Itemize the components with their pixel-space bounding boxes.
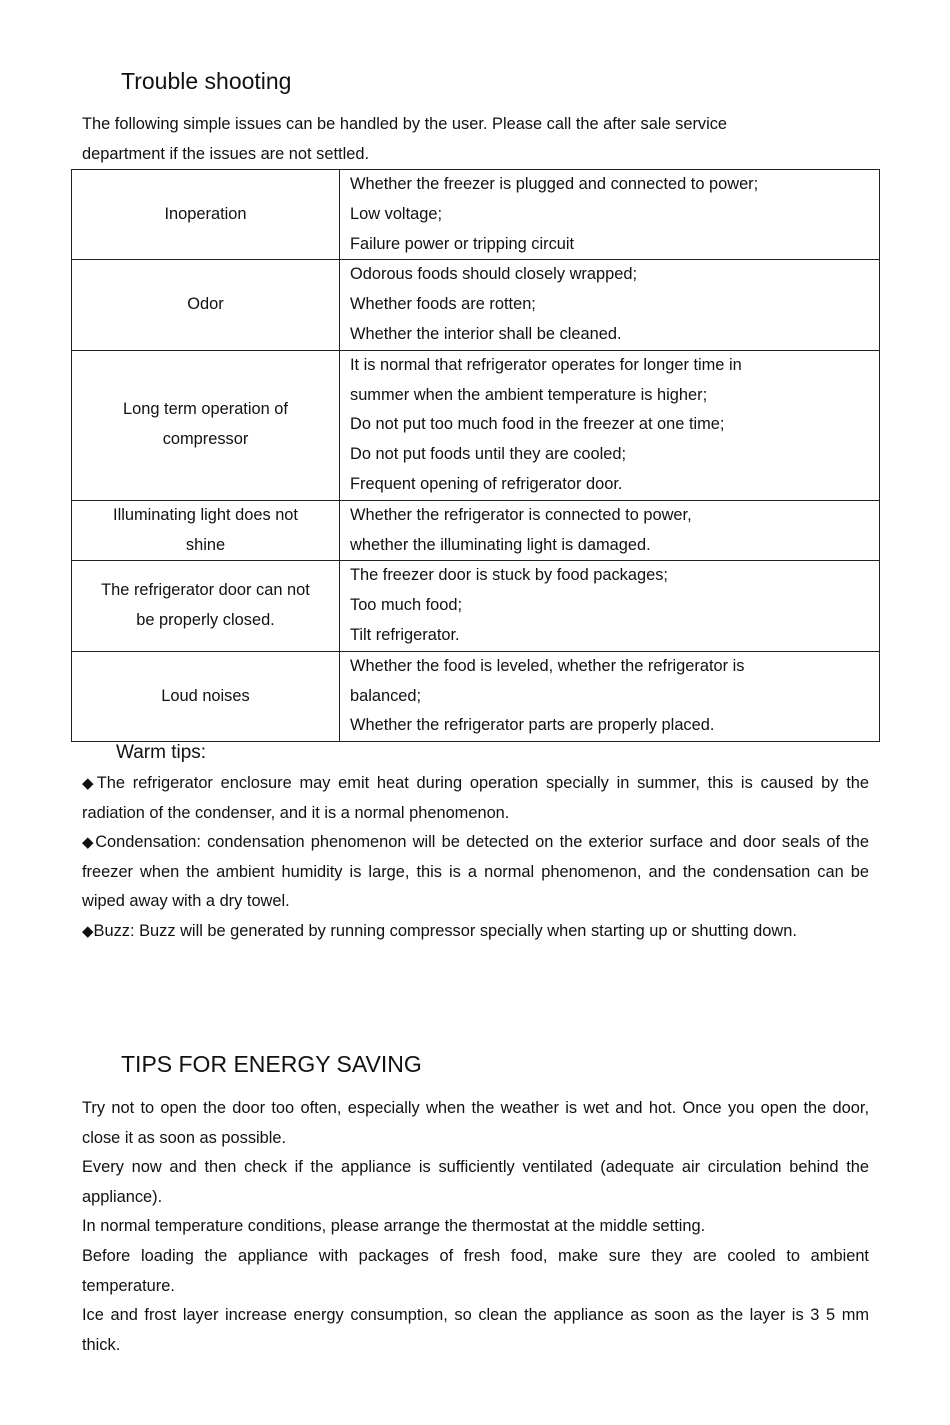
energy-paragraph: Before loading the appliance with packages of fresh food, make sure they are cooled to ambient temperature. — [82, 1246, 869, 1295]
warm-tips-heading: Warm tips: — [116, 742, 207, 763]
trouble-table — [71, 169, 880, 742]
list-item — [82, 828, 869, 917]
trouble-intro-line-2: department if the issues are not settled. — [82, 144, 369, 163]
list-item — [82, 917, 869, 947]
issue-label-line: Long term operation of — [123, 400, 288, 419]
energy-tips — [82, 1094, 869, 1360]
checks-cell — [340, 260, 880, 350]
trouble-intro-line-1: The following simple issues can be handled by the user. Please call the after sale service — [82, 115, 728, 133]
check-line: Whether the food is leveled, whether the refrigerator is — [350, 656, 745, 675]
checks-cell — [340, 500, 880, 561]
issue-label-line: Illuminating light does not — [113, 505, 298, 524]
issue-cell — [72, 651, 340, 741]
issue-label-line: be properly closed. — [136, 611, 275, 630]
table-row — [72, 170, 880, 260]
check-line: Whether the refrigerator parts are properly placed. — [350, 716, 715, 735]
issue-cell — [72, 561, 340, 651]
check-line: The freezer door is stuck by food packages; — [350, 566, 668, 585]
check-line: Whether the refrigerator is connected to power, — [350, 505, 692, 524]
check-line: It is normal that refrigerator operates for longer time in — [350, 355, 742, 374]
table-row — [72, 350, 880, 500]
energy-paragraph: Ice and frost layer increase energy consumption, so clean the appliance as soon as the layer is 3 5 mm thick. — [82, 1306, 869, 1354]
list-item — [82, 769, 869, 828]
tip-text: The refrigerator enclosure may emit heat during operation specially in summer, this is caused by the radiation of the condenser, and it is a normal phenomenon. — [82, 774, 869, 822]
trouble-intro — [82, 110, 869, 169]
energy-paragraph: Every now and then check if the appliance is sufficiently ventilated (adequate air circulation behind the appliance). — [82, 1158, 869, 1206]
issue-label: Loud noises — [161, 686, 250, 705]
check-line: Do not put too much food in the freezer at one time; — [350, 415, 725, 434]
issue-label-line: The refrigerator door can not — [101, 581, 310, 600]
energy-saving-heading: TIPS FOR ENERGY SAVING — [121, 1051, 422, 1077]
table-row — [72, 500, 880, 561]
check-line: Failure power or tripping circuit — [350, 234, 575, 253]
check-line: Do not put foods until they are cooled; — [350, 445, 627, 464]
table-row — [72, 561, 880, 651]
table-row — [72, 260, 880, 350]
check-line: Whether the freezer is plugged and connected to power; — [350, 175, 759, 193]
issue-cell — [72, 350, 340, 500]
check-line: summer when the ambient temperature is higher; — [350, 385, 708, 404]
issue-cell — [72, 500, 340, 561]
issue-label-line: compressor — [162, 430, 249, 449]
warm-tips-list — [82, 769, 869, 947]
diamond-bullet-icon: ◆ — [82, 775, 97, 792]
diamond-bullet-icon: ◆ — [82, 922, 94, 940]
check-line: whether the illuminating light is damaged. — [350, 535, 651, 554]
checks-cell — [340, 561, 880, 651]
check-line: Too much food; — [350, 596, 463, 615]
tip-text: Condensation: condensation phenomenon will be detected on the exterior surface and door seals of the freezer when the ambient humidity is large, this is a normal phenomenon, and the condensation can be wiped away with a dry towel. — [82, 833, 869, 911]
check-line: Low voltage; — [350, 204, 443, 223]
issue-cell — [72, 170, 340, 260]
check-line: Whether foods are rotten; — [350, 295, 536, 314]
check-line: Tilt refrigerator. — [350, 625, 460, 644]
check-line: balanced; — [350, 686, 422, 705]
issue-label: Inoperation — [164, 204, 247, 223]
trouble-shooting-heading: Trouble shooting — [121, 68, 292, 94]
diamond-bullet-icon: ◆ — [82, 834, 96, 852]
checks-cell — [340, 350, 880, 500]
check-line: Whether the interior shall be cleaned. — [350, 324, 622, 343]
energy-paragraph: In normal temperature conditions, please arrange the thermostat at the middle setting. — [82, 1217, 706, 1236]
tip-text: Buzz: Buzz will be generated by running compressor specially when starting up or shutting down. — [93, 921, 797, 940]
table-row — [72, 651, 880, 741]
issue-label: Odor — [187, 295, 224, 314]
check-line: Odorous foods should closely wrapped; — [350, 265, 638, 284]
issue-label-line: shine — [185, 535, 226, 554]
issue-cell — [72, 260, 340, 350]
checks-cell — [340, 170, 880, 260]
check-line: Frequent opening of refrigerator door. — [350, 474, 623, 493]
energy-paragraph: Try not to open the door too often, especially when the weather is wet and hot. Once you open the door, close it as soon as possible. — [82, 1099, 869, 1147]
checks-cell — [340, 651, 880, 741]
